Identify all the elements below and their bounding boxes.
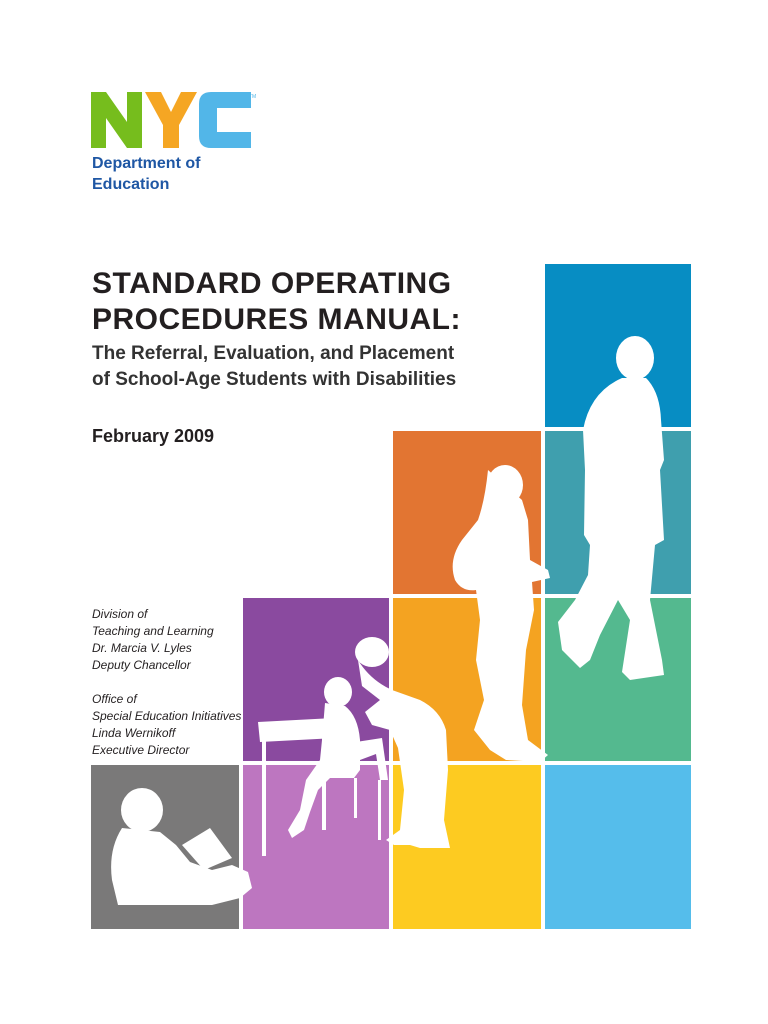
- svg-text:TM: TM: [249, 94, 256, 100]
- department-line-1: Department of: [92, 155, 201, 172]
- division-line-2: Teaching and Learning: [92, 624, 214, 638]
- division-line-4: Deputy Chancellor: [92, 658, 191, 672]
- office-line-3: Linda Wernikoff: [92, 726, 176, 740]
- title-line-1: STANDARD OPERATING: [92, 267, 452, 300]
- department-line-2: Education: [92, 176, 170, 193]
- office-line-1: Office of: [92, 692, 137, 706]
- tile-sky: [545, 765, 691, 929]
- subtitle-line-1: The Referral, Evaluation, and Placement: [92, 343, 455, 364]
- division-line-1: Division of: [92, 607, 148, 621]
- title-line-2: PROCEDURES MANUAL:: [92, 303, 461, 336]
- office-line-2: Special Education Initiatives: [92, 709, 242, 723]
- publication-date: February 2009: [92, 426, 215, 446]
- subtitle-line-2: of School-Age Students with Disabilities: [92, 369, 457, 390]
- office-line-4: Executive Director: [92, 743, 190, 757]
- division-line-3: Dr. Marcia V. Lyles: [92, 641, 192, 655]
